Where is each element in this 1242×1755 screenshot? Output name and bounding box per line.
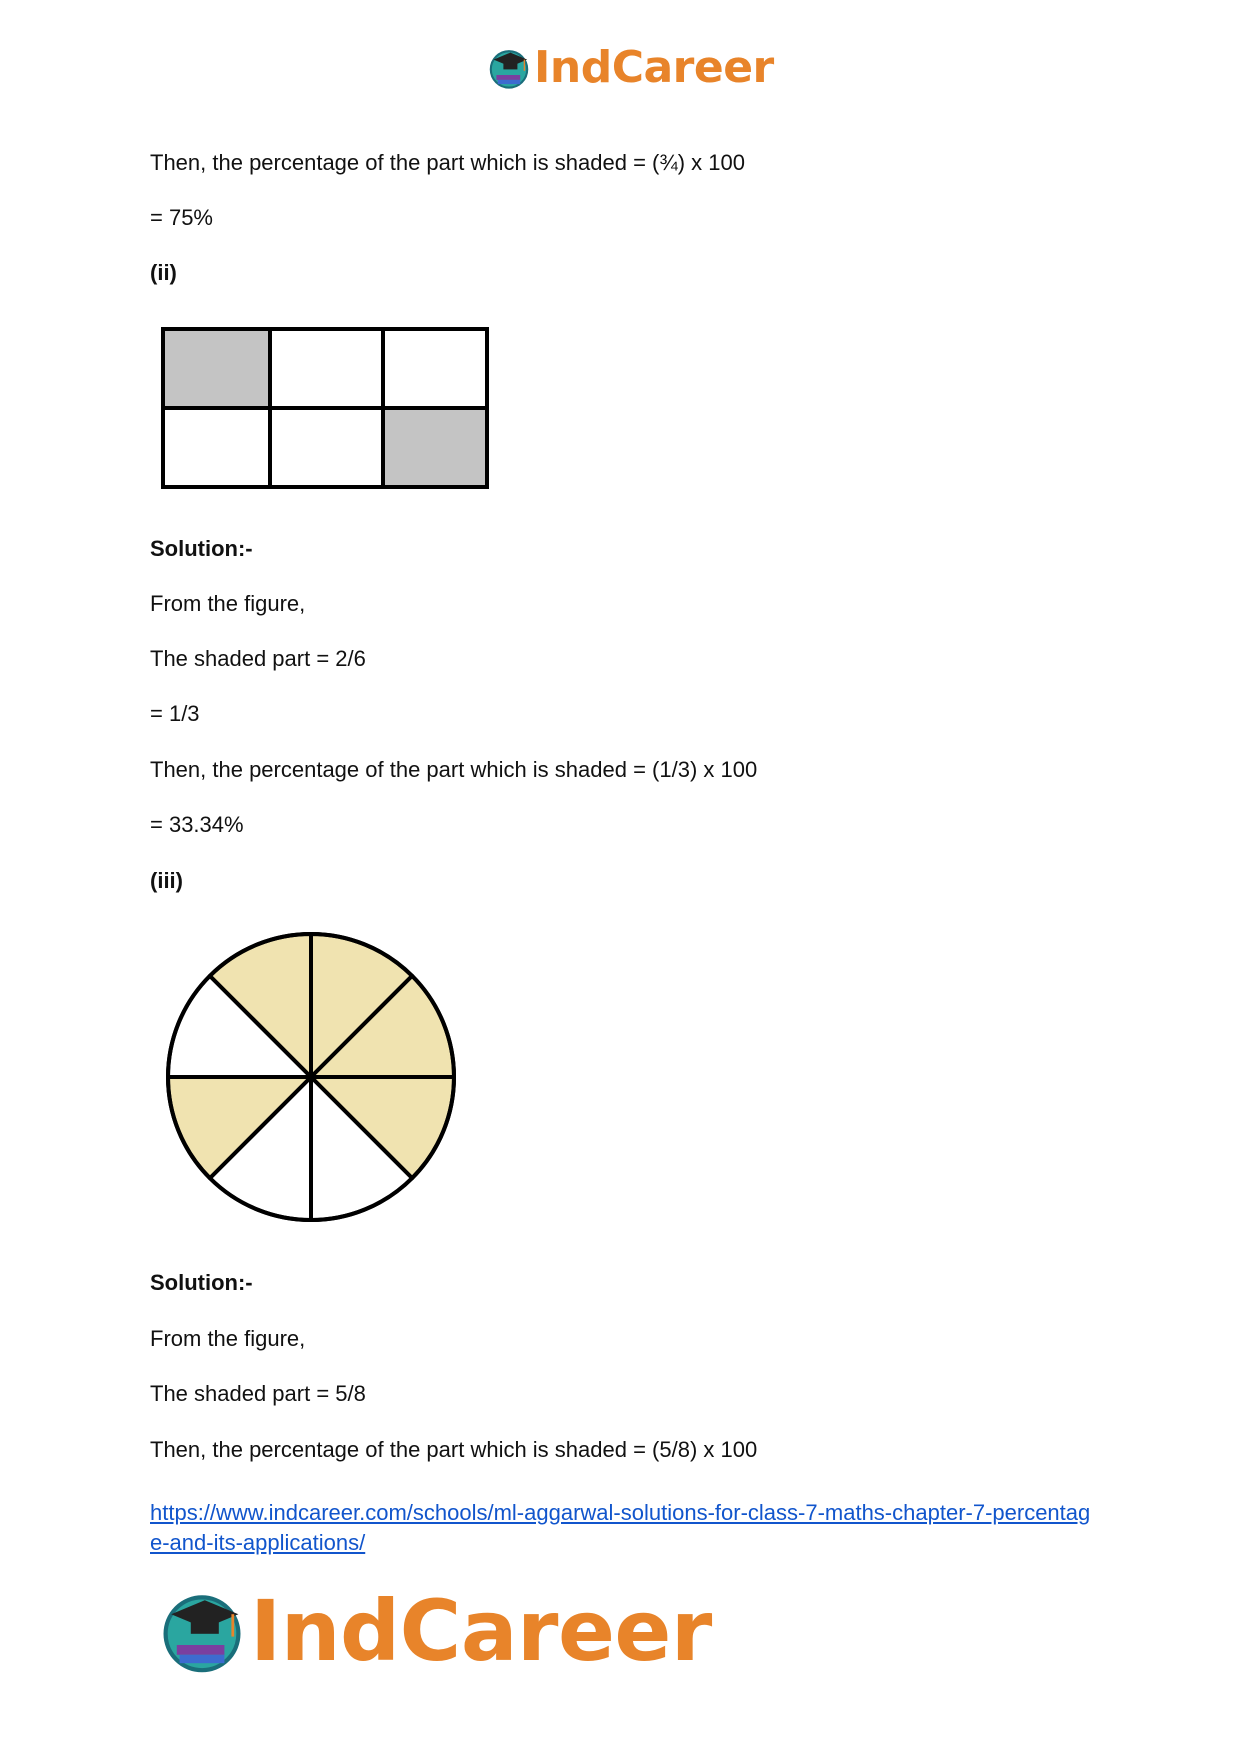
grid-cell-shaded [383, 408, 487, 487]
text-line: = 1/3 [150, 701, 200, 726]
header-brand-text: IndCareer [534, 42, 774, 93]
graduation-cap-books-globe-icon [160, 1589, 244, 1673]
grid-cell [383, 329, 487, 408]
text-line: From the figure, [150, 1326, 306, 1351]
part-label: (ii) [150, 260, 177, 285]
grid-cell [163, 408, 270, 487]
text-line: = 33.34% [150, 812, 244, 837]
text-line: The shaded part = 5/8 [150, 1381, 366, 1406]
text-line: The shaded part = 2/6 [150, 646, 366, 671]
text-line: From the figure, [150, 591, 306, 616]
shaded-grid-figure [160, 326, 490, 491]
footer-brand-text: IndCareer [250, 1582, 712, 1680]
shaded-circle-figure [163, 929, 459, 1225]
part-label: (iii) [150, 868, 183, 893]
text-line: Then, the percentage of the part which is shaded = (5/8) x 100 [150, 1437, 758, 1462]
grid-cell-shaded [163, 329, 270, 408]
source-url-link[interactable]: https://www.indcareer.com/schools/ml-aggarwal-solutions-for-class-7-maths-chapter-7-percentage-and-its-applications/ [150, 1500, 1091, 1555]
text-line: Then, the percentage of the part which is shaded = (1/3) x 100 [150, 757, 758, 782]
grid-cell [270, 329, 383, 408]
footer-logo [160, 1582, 712, 1680]
header-logo [488, 42, 774, 93]
solution-heading: Solution:- [150, 1270, 253, 1295]
graduation-cap-books-globe-icon [488, 47, 530, 89]
solution-heading: Solution:- [150, 536, 253, 561]
text-line: = 75% [150, 205, 213, 230]
text-line: Then, the percentage of the part which is shaded = (¾) x 100 [150, 150, 745, 175]
grid-cell [270, 408, 383, 487]
